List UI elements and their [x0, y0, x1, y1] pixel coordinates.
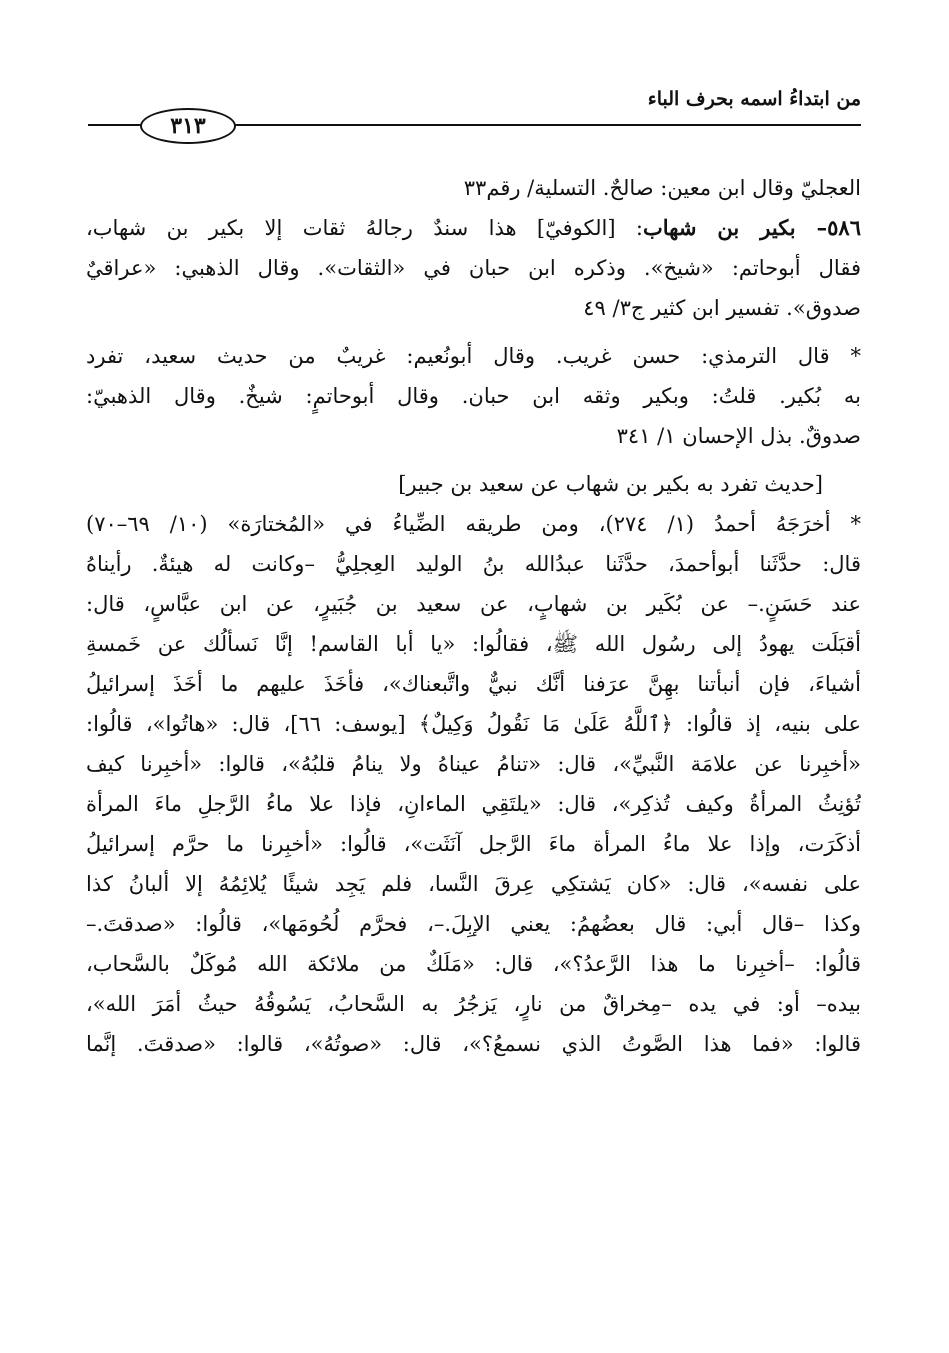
text-segment: عند حَسَنٍ.– عن بُكَير بن شهابٍ، عن سعيد بن جُبَيرٍ، عن ابن عبَّاسٍ، قال:: [86, 592, 861, 616]
text-segment: قالوا: «فما هذا الصَّوتُ الذي نسمعُ؟»، قال: «صوتُهُ»، قالوا: «صدقتَ. إنَّما: [86, 1032, 861, 1056]
running-header: من ابتداءُ اسمه بحرف الباء: [647, 88, 861, 110]
page-number: ٣١٣: [140, 108, 236, 144]
text-line: [86, 1024, 861, 1064]
text-segment: فقال أبوحاتم: «شيخ». وذكره ابن حبان في «الثقات». وقال الذهبي: «عراقيٌ: [86, 256, 861, 280]
text-line: [86, 864, 861, 904]
text-segment: صدوقٌ. بذل الإحسان ١/ ٣٤١: [616, 424, 861, 448]
text-segment: أشياءَ، فإن أنبأتنا بهِنَّ عرَفنا أنَّك نبيٌّ واتَّبعناك»، فأخَذَ عليهم ما أخَذَ إسرائيلُ: [86, 672, 861, 696]
text-segment: أذكَرَت، وإذا علا ماءُ المرأة ماءَ الرَّجل آنَثَت»، قالُوا: «أخبِرنا ما حرَّم إسرائيلُ: [86, 832, 861, 856]
text-line: [86, 248, 861, 288]
text-segment: العجليّ وقال ابن معين: صالحٌ. التسلية/ رقم٣٣: [463, 176, 861, 200]
text-segment: على نفسه»، قال: «كان يَشتكِي عِرقَ النَّسا، فلم يَجِد شيئًا يُلائِمُهُ إلا ألبانُ كذا: [86, 872, 861, 896]
text-line: [86, 704, 861, 744]
text-segment: بيده– أو: في يده –مِخراقٌ من نارٍ، يَزجُرُ به السَّحابُ، يَسُوقُهُ حيثُ أمَرَ الله»،: [86, 992, 861, 1016]
text-line: [86, 416, 861, 456]
body-text: [86, 168, 861, 1064]
text-segment: أقبَلَت يهودُ إلى رسُول الله ﷺ، فقالُوا: «يا أبا القاسم! إنَّا نَسألُك عن خَمسةِ: [86, 632, 861, 656]
text-segment: وكذا –قال أبي: قال بعضُهمُ: يعني الإبِلَ.–، فحرَّم لُحُومَها»، قالُوا: «صدقتَ.–: [86, 912, 861, 936]
text-line: [86, 624, 861, 664]
text-segment: صدوق». تفسير ابن كثير ج٣/ ٤٩: [583, 296, 861, 320]
text-line: [86, 168, 861, 208]
text-segment: * أخرَجَهُ أحمدُ (١/ ٢٧٤)، ومن طريقه الضِّياءُ في «المُختارَة» (١٠/ ٦٩–٧٠): [86, 512, 861, 536]
text-segment: : [الكوفيّ] هذا سندٌ رجالهُ ثقات إلا بكير بن شهاب،: [86, 216, 643, 240]
text-line: [86, 744, 861, 784]
text-line: [86, 376, 861, 416]
text-line: [86, 944, 861, 984]
text-line: [86, 288, 861, 328]
text-line: [86, 904, 861, 944]
text-line: [86, 504, 861, 544]
text-segment: تُؤنِثُ المرأةُ وكيف تُذكِر»، قال: «يلتَقِي الماءانِ، فإذا علا ماءُ الرَّجلِ ماءَ المرأة: [86, 792, 861, 816]
text-segment: * قال الترمذي: حسن غريب. وقال أبونُعيم: غريبٌ من حديث سعيد، تفرد: [86, 344, 861, 368]
paragraph-gap: [86, 328, 861, 336]
text-line: [86, 208, 861, 248]
text-segment: «أخبِرنا عن علامَة النَّبيِّ»، قال: «تنامُ عيناهُ ولا ينامُ قلبُهُ»، قالوا: «أخبِرنا كيف: [86, 752, 861, 776]
text-line: [86, 824, 861, 864]
text-line: [86, 584, 861, 624]
text-segment: قالُوا: –أخبِرنا ما هذا الرَّعدُ؟»، قال: «مَلَكٌ من ملائكة الله مُوكَلٌ بالسَّحاب،: [86, 952, 861, 976]
text-line: [86, 984, 861, 1024]
text-segment: قال: حدَّثَنا أبوأحمدَ، حدَّثَنا عبدُالله بنُ الوليد العِجلِيُّ –وكانت له هيئةٌ. رأيناهُ: [86, 552, 861, 576]
text-line: [86, 784, 861, 824]
text-segment: على بنيه، إذ قالُوا: ﴿ٱللَّهُ عَلَىٰ مَا نَقُولُ وَكِيلٌ﴾ [يوسف: ٦٦]، قال: «هاتُوا»، قالُوا:: [86, 712, 861, 736]
text-segment: [حديث تفرد به بكير بن شهاب عن سعيد بن جبير]: [398, 472, 823, 496]
text-line: [86, 544, 861, 584]
paragraph-gap: [86, 456, 861, 464]
entry-heading: ٥٨٦– بكير بن شهاب: [642, 215, 861, 240]
text-line: [86, 464, 861, 504]
text-line: [86, 664, 861, 704]
text-line: [86, 336, 861, 376]
text-segment: به بُكير. قلتُ: وبكير وثقه ابن حبان. وقال أبوحاتمٍ: شيخٌ. وقال الذهبيّ:: [86, 384, 861, 408]
